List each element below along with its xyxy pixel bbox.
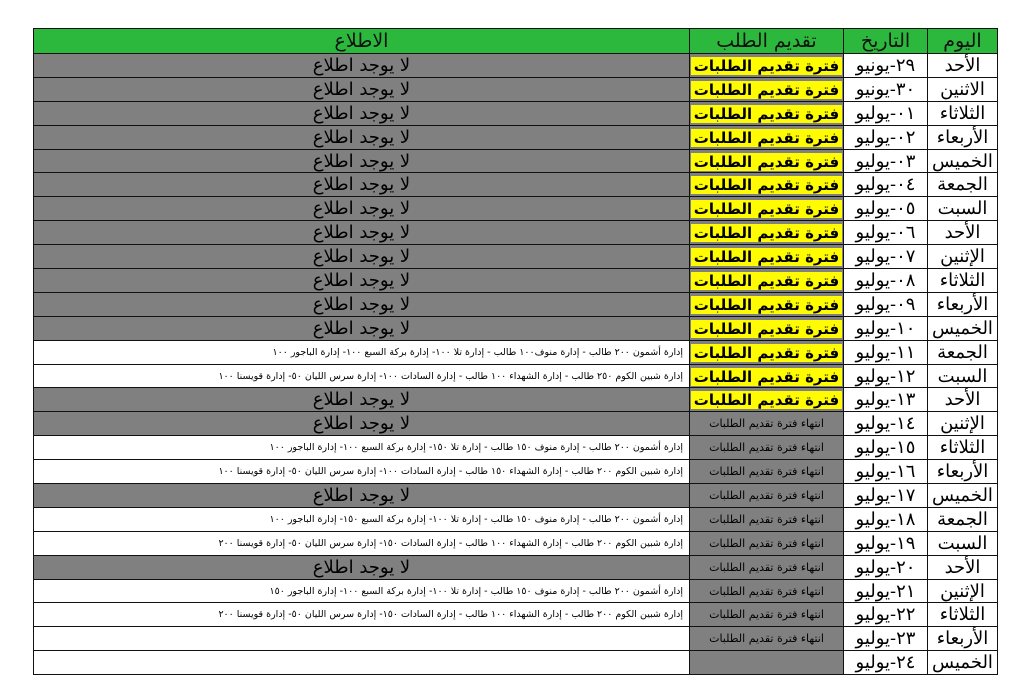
date-cell: ٢٢-يوليو xyxy=(844,603,928,627)
date-cell: ١٩-يوليو xyxy=(844,531,928,555)
application-status-cell: انتهاء فترة تقديم الطلبات xyxy=(690,627,844,651)
application-status-cell xyxy=(690,197,844,221)
application-status-cell xyxy=(690,77,844,101)
table-row xyxy=(34,531,998,555)
header-application: تقديم الطلب xyxy=(690,29,844,54)
briefing-cell: لا يوجد اطلاع xyxy=(34,245,690,269)
application-period-highlight: فترة تقديم الطلبات xyxy=(691,272,842,290)
table-row xyxy=(34,555,998,579)
application-period-highlight: فترة تقديم الطلبات xyxy=(691,224,842,242)
application-period-highlight: فترة تقديم الطلبات xyxy=(691,57,842,75)
table-header xyxy=(34,29,998,54)
application-period-highlight: فترة تقديم الطلبات xyxy=(691,368,842,386)
date-cell: ٢١-يوليو xyxy=(844,579,928,603)
application-status-cell xyxy=(690,316,844,340)
briefing-cell: إدارة شبين الكوم ٢٠٠ طالب - إدارة الشهداء ١٠٠ طالب - إدارة السادات ١٥٠- إدارة سرس الليان ٥٠- إدارة قويسنا ٢٠٠ xyxy=(34,531,690,555)
table-row xyxy=(34,245,998,269)
day-cell: الإثنين xyxy=(928,245,998,269)
briefing-cell: إدارة أشمون ٢٠٠ طالب - إدارة منوف ١٥٠ طالب - إدارة تلا ١٥٠- إدارة بركة السبع ١٠٠- إدارة الباجور ١٠٠ xyxy=(34,436,690,460)
briefing-cell: لا يوجد اطلاع xyxy=(34,388,690,412)
day-cell: الاثنين xyxy=(928,77,998,101)
application-period-highlight: فترة تقديم الطلبات xyxy=(691,176,842,194)
date-cell: ٢٩-يونيو xyxy=(844,54,928,78)
table-row xyxy=(34,125,998,149)
briefing-cell: إدارة أشمون ٢٠٠ طالب - إدارة منوف ١٥٠ طالب - إدارة تلا ١٠٠- إدارة بركة السبع ١٥٠- إدارة الباجور ١٠٠ xyxy=(34,507,690,531)
schedule-table-container xyxy=(33,28,997,675)
date-cell: ٠٤-يوليو xyxy=(844,173,928,197)
briefing-cell: لا يوجد اطلاع xyxy=(34,125,690,149)
table-row xyxy=(34,364,998,388)
date-cell: ٢٠-يوليو xyxy=(844,555,928,579)
table-row xyxy=(34,651,998,675)
table-row xyxy=(34,436,998,460)
day-cell: الخميس xyxy=(928,484,998,508)
table-row xyxy=(34,507,998,531)
application-status-cell xyxy=(690,651,844,675)
date-cell: ١٧-يوليو xyxy=(844,484,928,508)
date-cell: ٠٣-يوليو xyxy=(844,149,928,173)
table-row xyxy=(34,149,998,173)
day-cell: الجمعة xyxy=(928,173,998,197)
application-period-highlight: فترة تقديم الطلبات xyxy=(691,81,842,99)
day-cell: الأربعاء xyxy=(928,460,998,484)
briefing-cell: لا يوجد اطلاع xyxy=(34,101,690,125)
briefing-cell: لا يوجد اطلاع xyxy=(34,77,690,101)
table-row xyxy=(34,292,998,316)
application-status-cell xyxy=(690,54,844,78)
date-cell: ٠٥-يوليو xyxy=(844,197,928,221)
day-cell: الأربعاء xyxy=(928,292,998,316)
day-cell: الجمعة xyxy=(928,340,998,364)
day-cell: الخميس xyxy=(928,651,998,675)
application-status-cell: انتهاء فترة تقديم الطلبات xyxy=(690,412,844,436)
day-cell: الأربعاء xyxy=(928,125,998,149)
briefing-cell xyxy=(34,627,690,651)
application-status-cell: انتهاء فترة تقديم الطلبات xyxy=(690,603,844,627)
day-cell: الثلاثاء xyxy=(928,269,998,293)
table-body xyxy=(34,54,998,675)
day-cell: الجمعة xyxy=(928,507,998,531)
application-period-highlight: فترة تقديم الطلبات xyxy=(691,153,842,171)
date-cell: ٠٦-يوليو xyxy=(844,221,928,245)
day-cell: الأحد xyxy=(928,54,998,78)
application-status-cell xyxy=(690,149,844,173)
application-status-cell xyxy=(690,364,844,388)
application-status-cell: انتهاء فترة تقديم الطلبات xyxy=(690,484,844,508)
briefing-cell: لا يوجد اطلاع xyxy=(34,173,690,197)
date-cell: ٣٠-يونيو xyxy=(844,77,928,101)
briefing-cell: لا يوجد اطلاع xyxy=(34,412,690,436)
date-cell: ١٠-يوليو xyxy=(844,316,928,340)
table-row xyxy=(34,627,998,651)
table-row xyxy=(34,340,998,364)
briefing-cell xyxy=(34,651,690,675)
briefing-cell: إدارة أشمون ٢٠٠ طالب - إدارة منوف١٠٠ طالب - إدارة تلا ١٠٠- إدارة بركة السبع ١٠٠- إدارة الباجور ١٠٠ xyxy=(34,340,690,364)
application-period-highlight: فترة تقديم الطلبات xyxy=(691,320,842,338)
application-status-cell xyxy=(690,125,844,149)
date-cell: ٠٢-يوليو xyxy=(844,125,928,149)
briefing-cell: لا يوجد اطلاع xyxy=(34,555,690,579)
application-period-highlight: فترة تقديم الطلبات xyxy=(691,105,842,123)
briefing-cell: لا يوجد اطلاع xyxy=(34,197,690,221)
schedule-table xyxy=(33,28,998,675)
date-cell: ٢٤-يوليو xyxy=(844,651,928,675)
table-row xyxy=(34,460,998,484)
day-cell: الإثنين xyxy=(928,412,998,436)
day-cell: الثلاثاء xyxy=(928,603,998,627)
date-cell: ١١-يوليو xyxy=(844,340,928,364)
table-row xyxy=(34,101,998,125)
application-period-highlight: فترة تقديم الطلبات xyxy=(691,391,842,409)
day-cell: الخميس xyxy=(928,316,998,340)
header-briefing: الاطلاع xyxy=(34,29,690,54)
application-status-cell: انتهاء فترة تقديم الطلبات xyxy=(690,579,844,603)
briefing-cell: لا يوجد اطلاع xyxy=(34,54,690,78)
table-row xyxy=(34,221,998,245)
table-row xyxy=(34,54,998,78)
application-status-cell: انتهاء فترة تقديم الطلبات xyxy=(690,436,844,460)
date-cell: ٠١-يوليو xyxy=(844,101,928,125)
date-cell: ١٢-يوليو xyxy=(844,364,928,388)
briefing-cell: إدارة شبين الكوم ٢٠٠ طالب - إدارة الشهداء ١٠٠ طالب - إدارة السادات ١٥٠- إدارة سرس الليان ٥٠- إدارة قويسنا ٢٠٠ xyxy=(34,603,690,627)
date-cell: ٢٣-يوليو xyxy=(844,627,928,651)
briefing-cell: لا يوجد اطلاع xyxy=(34,149,690,173)
briefing-cell: لا يوجد اطلاع xyxy=(34,484,690,508)
application-status-cell: انتهاء فترة تقديم الطلبات xyxy=(690,460,844,484)
briefing-cell: إدارة أشمون ٢٠٠ طالب - إدارة منوف ١٥٠ طالب - إدارة تلا ١٠٠- إدارة بركة السبع ١٠٠- إدارة الباجور ١٥٠ xyxy=(34,579,690,603)
date-cell: ١٣-يوليو xyxy=(844,388,928,412)
application-status-cell xyxy=(690,173,844,197)
briefing-cell: لا يوجد اطلاع xyxy=(34,316,690,340)
date-cell: ٠٩-يوليو xyxy=(844,292,928,316)
header-day: اليوم xyxy=(928,29,998,54)
header-date: التاريخ xyxy=(844,29,928,54)
table-row xyxy=(34,603,998,627)
day-cell: الأربعاء xyxy=(928,627,998,651)
table-row xyxy=(34,269,998,293)
date-cell: ١٥-يوليو xyxy=(844,436,928,460)
application-status-cell: انتهاء فترة تقديم الطلبات xyxy=(690,531,844,555)
application-status-cell xyxy=(690,101,844,125)
application-status-cell xyxy=(690,221,844,245)
application-period-highlight: فترة تقديم الطلبات xyxy=(691,129,842,147)
day-cell: السبت xyxy=(928,197,998,221)
table-row xyxy=(34,77,998,101)
application-period-highlight: فترة تقديم الطلبات xyxy=(691,248,842,266)
date-cell: ٠٧-يوليو xyxy=(844,245,928,269)
table-row xyxy=(34,316,998,340)
date-cell: ١٨-يوليو xyxy=(844,507,928,531)
table-row xyxy=(34,388,998,412)
application-status-cell xyxy=(690,292,844,316)
day-cell: الأحد xyxy=(928,221,998,245)
briefing-cell: إدارة شبين الكوم ٢٠٠ طالب - إدارة الشهداء ١٥٠ طالب - إدارة السادات ١٠٠- إدارة سرس الليان ٥٠- إدارة قويسنا ١٠٠ xyxy=(34,460,690,484)
table-row xyxy=(34,173,998,197)
day-cell: الثلاثاء xyxy=(928,436,998,460)
application-status-cell xyxy=(690,388,844,412)
day-cell: الثلاثاء xyxy=(928,101,998,125)
application-status-cell xyxy=(690,340,844,364)
day-cell: الخميس xyxy=(928,149,998,173)
day-cell: الأحد xyxy=(928,388,998,412)
day-cell: الإثنين xyxy=(928,579,998,603)
day-cell: السبت xyxy=(928,531,998,555)
date-cell: ٠٨-يوليو xyxy=(844,269,928,293)
application-period-highlight: فترة تقديم الطلبات xyxy=(691,200,842,218)
date-cell: ١٦-يوليو xyxy=(844,460,928,484)
application-period-highlight: فترة تقديم الطلبات xyxy=(691,344,842,362)
briefing-cell: إدارة شبين الكوم ٢٥٠ طالب - إدارة الشهداء ١٠٠ طالب - إدارة السادات ١٠٠- إدارة سرس الليان ٥٠- إدارة قويسنا ١٠٠ xyxy=(34,364,690,388)
table-row xyxy=(34,412,998,436)
application-status-cell xyxy=(690,245,844,269)
table-row xyxy=(34,197,998,221)
application-period-highlight: فترة تقديم الطلبات xyxy=(691,296,842,314)
briefing-cell: لا يوجد اطلاع xyxy=(34,269,690,293)
briefing-cell: لا يوجد اطلاع xyxy=(34,221,690,245)
application-status-cell: انتهاء فترة تقديم الطلبات xyxy=(690,555,844,579)
table-row xyxy=(34,579,998,603)
application-status-cell xyxy=(690,269,844,293)
day-cell: السبت xyxy=(928,364,998,388)
table-row xyxy=(34,484,998,508)
date-cell: ١٤-يوليو xyxy=(844,412,928,436)
header-row xyxy=(34,29,998,54)
briefing-cell: لا يوجد اطلاع xyxy=(34,292,690,316)
application-status-cell: انتهاء فترة تقديم الطلبات xyxy=(690,507,844,531)
day-cell: الأحد xyxy=(928,555,998,579)
